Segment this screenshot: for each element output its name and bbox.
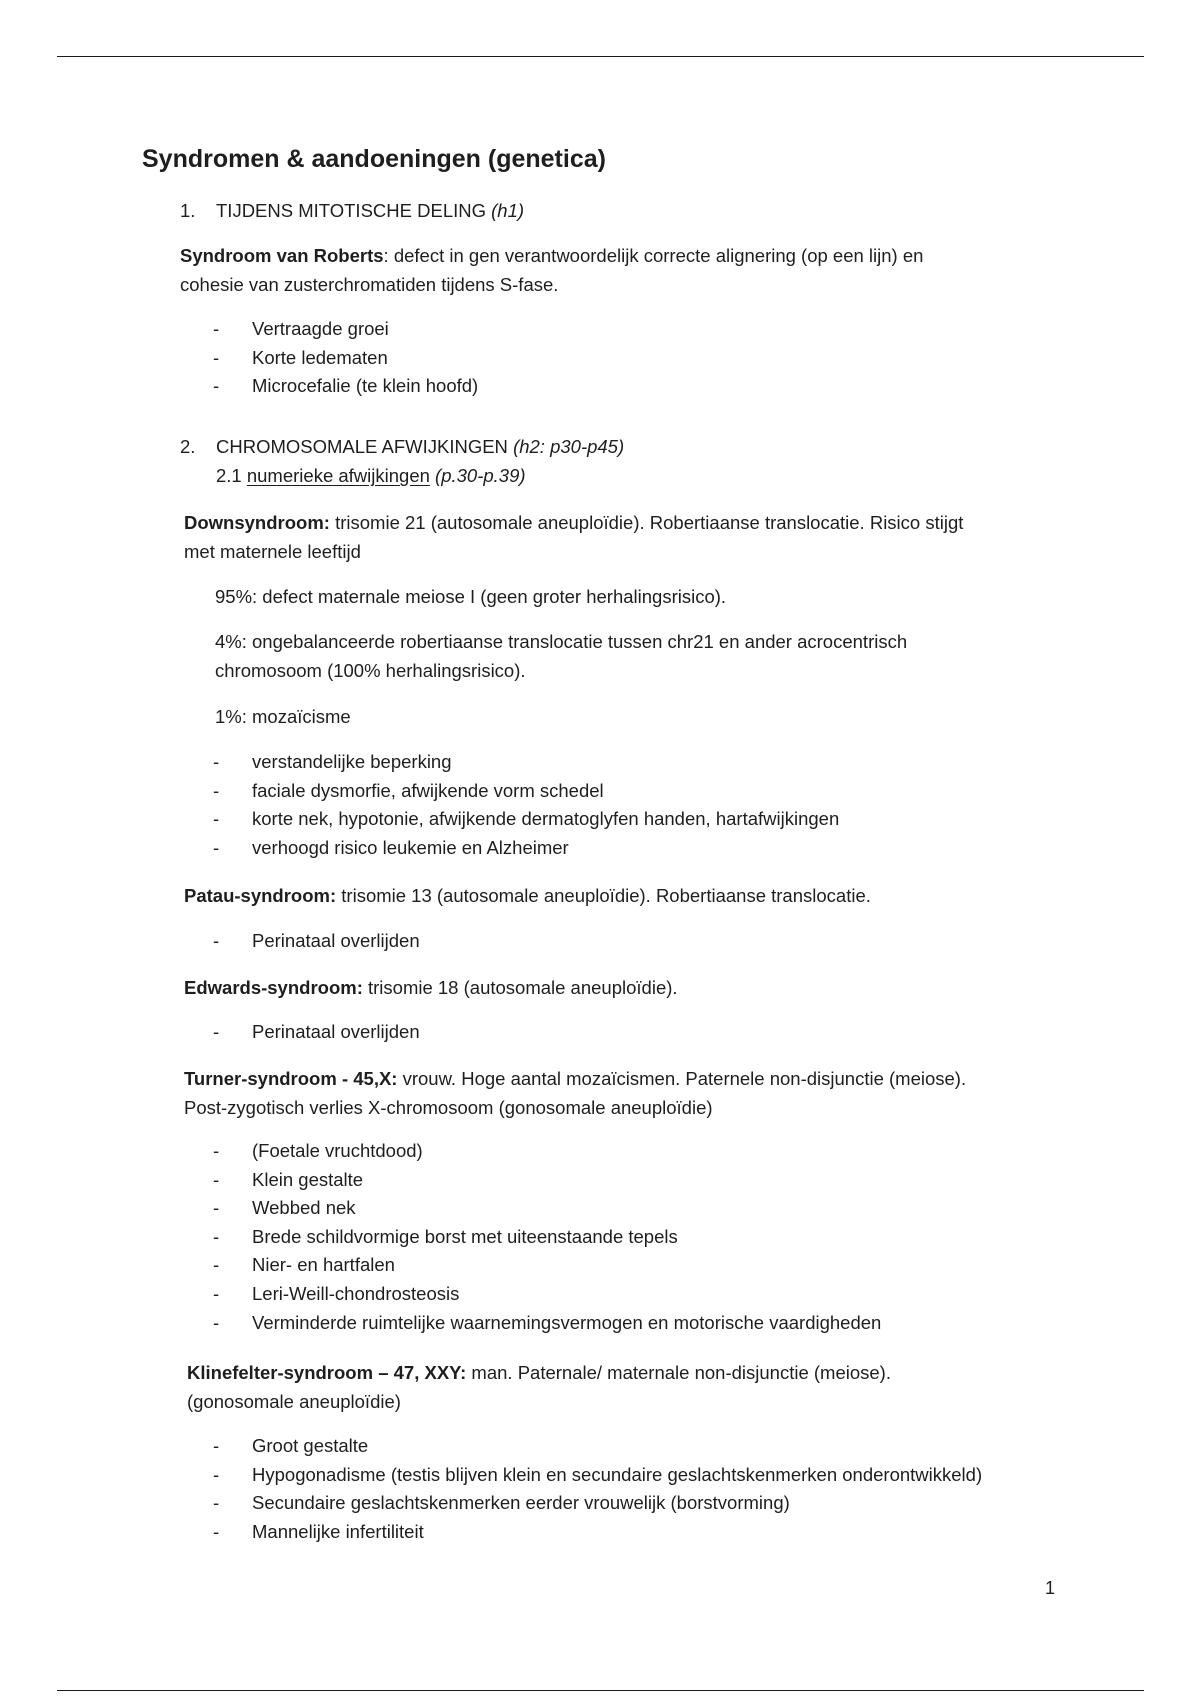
list-item-text: Brede schildvormige borst met uiteenstaande tepels bbox=[252, 1225, 678, 1247]
section-ref: (h2: p30-p45) bbox=[513, 436, 625, 457]
down-cause-1: 1%: mozaïcisme bbox=[215, 706, 351, 727]
syndrome-name: Syndroom van Roberts bbox=[180, 245, 384, 266]
description-text: (gonosomale aneuploïdie) bbox=[187, 1391, 401, 1412]
bullet-dash: - bbox=[213, 930, 220, 951]
list-item-text: Secundaire geslachtskenmerken eerder vrouwelijk (borstvorming) bbox=[252, 1492, 790, 1514]
cause-text: 4%: ongebalanceerde robertiaanse translocatie tussen chr21 en ander acrocentrisch bbox=[215, 631, 908, 652]
list-item bbox=[213, 1280, 881, 1309]
list-item bbox=[213, 748, 839, 777]
description-text: man. Paternale/ maternale non-disjunctie (meiose). bbox=[466, 1362, 891, 1383]
subsection-heading-2-1 bbox=[216, 461, 526, 490]
list-item-text: Perinataal overlijden bbox=[252, 930, 420, 951]
section-heading-2 bbox=[180, 432, 624, 461]
turner-symptom-list bbox=[213, 1137, 881, 1337]
bullet-dash: - bbox=[213, 1463, 220, 1485]
bullet-dash: - bbox=[213, 318, 220, 339]
list-item bbox=[213, 1489, 982, 1518]
list-item bbox=[213, 1518, 982, 1547]
bullet-dash: - bbox=[213, 751, 220, 772]
bullet-dash: - bbox=[213, 1254, 220, 1276]
syndrome-name: Downsyndroom: bbox=[184, 512, 330, 533]
description-text: cohesie van zusterchromatiden tijdens S-fase. bbox=[180, 274, 559, 295]
description-text: trisomie 21 (autosomale aneuploïdie). Robertiaanse translocatie. Risico stijgt bbox=[329, 512, 964, 533]
list-item bbox=[213, 1194, 881, 1223]
list-item bbox=[213, 1251, 881, 1280]
syndrome-name: Edwards-syndroom: bbox=[184, 977, 363, 998]
list-item-text: Nier- en hartfalen bbox=[252, 1254, 395, 1276]
section-number: 1. bbox=[180, 200, 196, 221]
list-item bbox=[213, 927, 420, 956]
page-title: Syndromen & aandoeningen (genetica) bbox=[142, 145, 606, 173]
list-item-text: (Foetale vruchtdood) bbox=[252, 1140, 423, 1161]
footer-rule bbox=[57, 1690, 1144, 1691]
syndrome-name: Klinefelter-syndroom – 47, XXY: bbox=[187, 1362, 467, 1383]
list-item-text: faciale dysmorfie, afwijkende vorm schedel bbox=[252, 779, 604, 801]
bullet-dash: - bbox=[213, 808, 220, 830]
edwards-description bbox=[184, 973, 678, 1002]
down-symptom-list bbox=[213, 748, 839, 862]
klinefelter-symptom-list bbox=[213, 1432, 982, 1546]
bullet-dash: - bbox=[213, 1492, 220, 1514]
list-item bbox=[213, 1223, 881, 1252]
list-item-text: Hypogonadisme (testis blijven klein en secundaire geslachtskenmerken onderontwikkeld) bbox=[252, 1463, 983, 1485]
description-text: met maternele leeftijd bbox=[184, 541, 361, 562]
list-item-text: Webbed nek bbox=[252, 1197, 356, 1219]
description-text: vrouw. Hoge aantal mozaïcismen. Paternele non-disjunctie (meiose). bbox=[397, 1068, 967, 1089]
bullet-dash: - bbox=[213, 1140, 220, 1161]
roberts-symptom-list bbox=[213, 315, 478, 401]
subsection-ref: (p.30-p.39) bbox=[429, 465, 526, 486]
list-item-text: Klein gestalte bbox=[252, 1168, 364, 1190]
bullet-dash: - bbox=[213, 1520, 220, 1542]
bullet-dash: - bbox=[213, 1168, 220, 1190]
section-ref: (h1) bbox=[491, 200, 525, 221]
list-item bbox=[213, 1461, 982, 1490]
list-item-text: Mannelijke infertiliteit bbox=[252, 1520, 424, 1542]
bullet-dash: - bbox=[213, 1282, 220, 1304]
section-label: CHROMOSOMALE AFWIJKINGEN bbox=[216, 436, 514, 457]
patau-symptom-list bbox=[213, 927, 420, 956]
list-item-text: Verminderde ruimtelijke waarnemingsvermogen en motorische vaardigheden bbox=[252, 1311, 882, 1333]
list-item-text: Korte ledematen bbox=[252, 346, 388, 368]
list-item-text: Microcefalie (te klein hoofd) bbox=[252, 375, 479, 397]
roberts-description bbox=[180, 241, 923, 299]
description-text: Post-zygotisch verlies X-chromosoom (gonosomale aneuploïdie) bbox=[184, 1097, 713, 1118]
down-cause-95: 95%: defect maternale meiose I (geen groter herhalingsrisico). bbox=[215, 586, 727, 607]
list-item bbox=[213, 372, 478, 401]
list-item-text: Vertraagde groei bbox=[252, 318, 389, 339]
bullet-dash: - bbox=[213, 779, 220, 801]
subsection-label: numerieke afwijkingen bbox=[246, 465, 430, 486]
list-item bbox=[213, 1309, 881, 1338]
cause-text: chromosoom (100% herhalingsrisico). bbox=[215, 660, 526, 681]
syndrome-name: Turner-syndroom - 45,X: bbox=[184, 1068, 398, 1089]
list-item bbox=[213, 834, 839, 863]
edwards-symptom-list bbox=[213, 1018, 420, 1047]
list-item bbox=[213, 1432, 982, 1461]
section-heading-1 bbox=[180, 196, 524, 225]
bullet-dash: - bbox=[213, 375, 220, 397]
page-number: 1 bbox=[1045, 1578, 1056, 1598]
patau-description bbox=[184, 881, 871, 910]
bullet-dash: - bbox=[213, 1021, 220, 1042]
list-item-text: verstandelijke beperking bbox=[252, 751, 452, 772]
list-item-text: verhoogd risico leukemie en Alzheimer bbox=[252, 836, 569, 858]
description-text: trisomie 18 (autosomale aneuploïdie). bbox=[362, 977, 678, 998]
syndrome-name: Patau-syndroom: bbox=[184, 885, 337, 906]
bullet-dash: - bbox=[213, 1197, 220, 1219]
bullet-dash: - bbox=[213, 1311, 220, 1333]
list-item bbox=[213, 1018, 420, 1047]
bullet-dash: - bbox=[213, 836, 220, 858]
klinefelter-description bbox=[187, 1358, 891, 1416]
list-item bbox=[213, 1166, 881, 1195]
section-number: 2. bbox=[180, 436, 196, 457]
list-item bbox=[213, 777, 839, 806]
down-description bbox=[184, 508, 963, 566]
bullet-dash: - bbox=[213, 1225, 220, 1247]
bullet-dash: - bbox=[213, 346, 220, 368]
list-item bbox=[213, 315, 478, 344]
description-text: : defect in gen verantwoordelijk correcte alignering (op een lijn) en bbox=[383, 245, 924, 266]
list-item-text: Leri-Weill-chondrosteosis bbox=[252, 1282, 460, 1304]
header-rule bbox=[57, 56, 1144, 57]
bullet-dash: - bbox=[213, 1435, 220, 1456]
list-item-text: Groot gestalte bbox=[252, 1435, 369, 1456]
list-item-text: Perinataal overlijden bbox=[252, 1021, 420, 1042]
list-item-text: korte nek, hypotonie, afwijkende dermatoglyfen handen, hartafwijkingen bbox=[252, 808, 840, 830]
down-cause-4 bbox=[215, 627, 907, 685]
subsection-number: 2.1 bbox=[216, 465, 247, 486]
section-label: TIJDENS MITOTISCHE DELING bbox=[216, 200, 492, 221]
turner-description bbox=[184, 1064, 966, 1122]
description-text: trisomie 13 (autosomale aneuploïdie). Robertiaanse translocatie. bbox=[336, 885, 871, 906]
list-item bbox=[213, 1137, 881, 1166]
list-item bbox=[213, 344, 478, 373]
list-item bbox=[213, 805, 839, 834]
